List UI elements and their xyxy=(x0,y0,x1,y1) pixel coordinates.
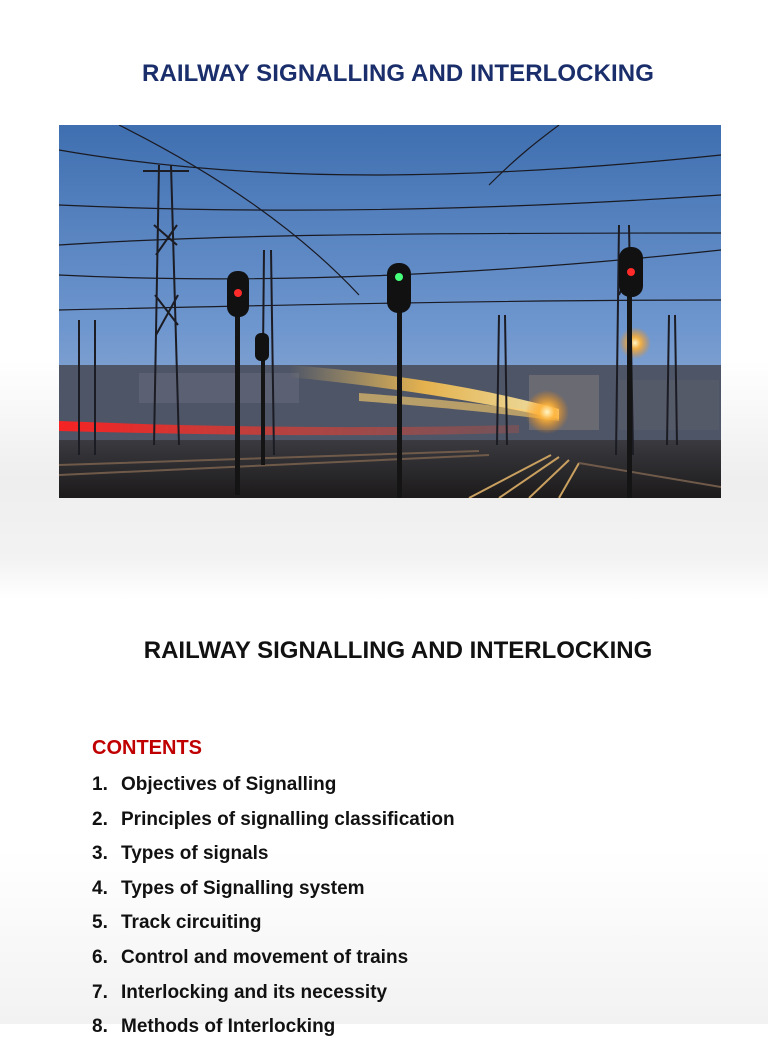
list-item: 8. Methods of Interlocking xyxy=(92,1016,336,1038)
list-item: 4. Types of Signalling system xyxy=(92,877,365,899)
list-item: 6. Control and movement of trains xyxy=(92,946,409,968)
list-item: 1. Objectives of Signalling xyxy=(92,774,337,795)
list-item: 5. Track circuiting xyxy=(92,912,262,934)
list-item: 3. Types of signals xyxy=(92,843,269,865)
railway-signals-photo xyxy=(59,125,721,498)
slide-1-title: RAILWAY SIGNALLING AND INTERLOCKING xyxy=(142,60,654,87)
list-item: 7. Interlocking and its necessity xyxy=(92,981,388,1003)
list-item: 2. Principles of signalling classification xyxy=(92,808,455,830)
slide-2 xyxy=(0,600,768,1038)
contents-list xyxy=(92,774,455,1051)
slide-2-title: RAILWAY SIGNALLING AND INTERLOCKING xyxy=(143,637,653,664)
contents-heading: CONTENTS xyxy=(92,737,202,759)
